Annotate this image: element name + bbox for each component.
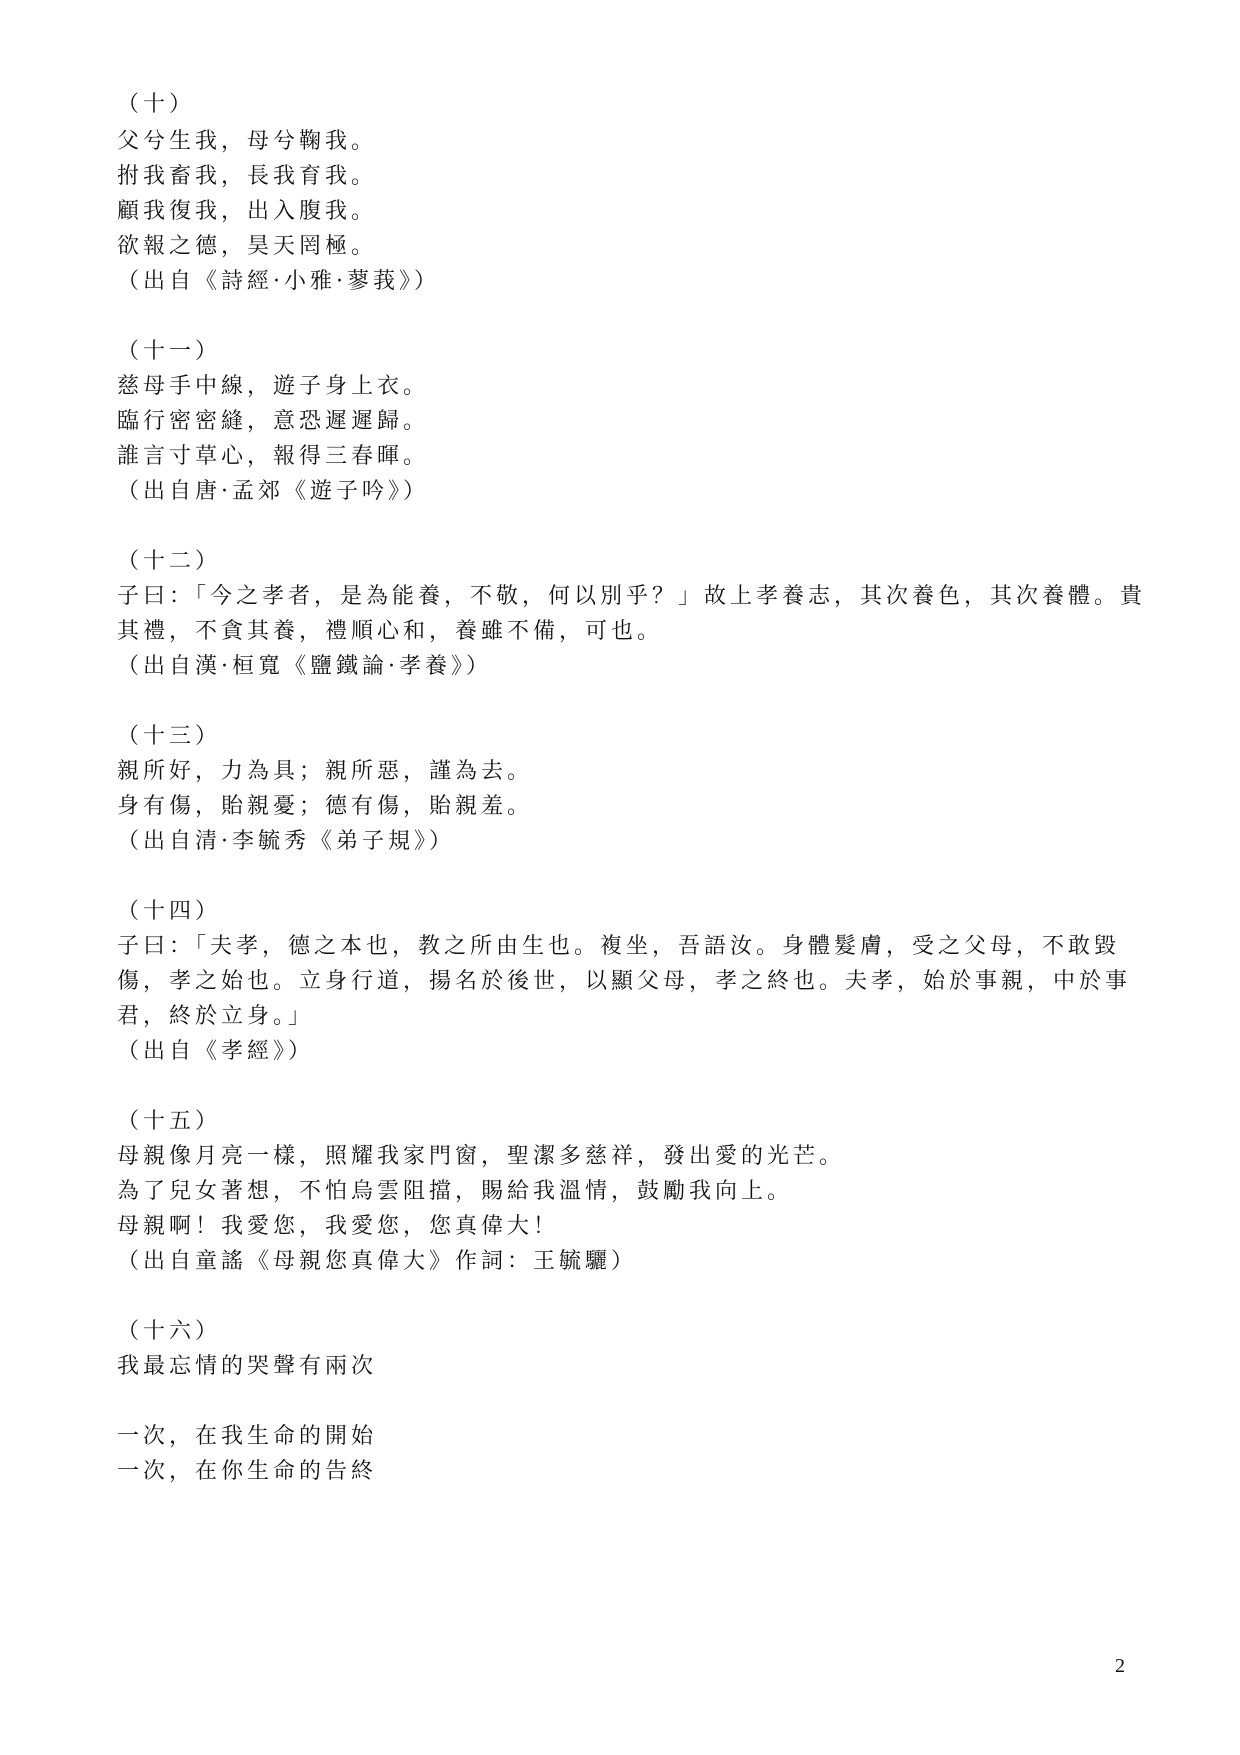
- text-line: 傷，孝之始也。立身行道，揚名於後世，以顯父母，孝之終也。夫孝，始於事親，中於事: [117, 969, 1132, 994]
- poem-line: 我最忘情的哭聲有兩次: [117, 1354, 378, 1379]
- poem-line: 臨行密密縫，意恐遲遲歸。: [117, 409, 430, 434]
- poem-line: 欲報之德，昊天罔極。: [117, 234, 378, 259]
- poem-line: 顧我復我，出入腹我。: [117, 199, 378, 224]
- source-citation: （出自《詩經·小雅·蓼莪》）: [117, 269, 440, 294]
- text-line: 其禮，不貪其養，禮順心和，養雖不備，可也。: [117, 619, 664, 644]
- lyric-line: 母親啊！我愛您，我愛您，您真偉大！: [117, 1214, 560, 1239]
- section-heading: （十三）: [117, 724, 222, 749]
- section-heading: （十一）: [117, 339, 222, 364]
- section-heading: （十四）: [117, 899, 222, 924]
- poem-line: 父兮生我，母兮鞠我。: [117, 129, 378, 154]
- source-citation: （出自童謠《母親您真偉大》作詞：王毓驪）: [117, 1249, 638, 1274]
- text-line: 身有傷，貽親憂；德有傷，貽親羞。: [117, 794, 534, 819]
- poem-line: 慈母手中線，遊子身上衣。: [117, 374, 430, 399]
- text-line: 子曰：「夫孝，德之本也，教之所由生也。複坐，吾語汝。身體髮膚，受之父母，不敢毀: [117, 934, 1121, 959]
- poem-line: 誰言寸草心，報得三春暉。: [117, 444, 430, 469]
- section-heading: （十五）: [117, 1109, 222, 1134]
- source-citation: （出自清·李毓秀《弟子規》）: [117, 829, 455, 854]
- poem-line: 拊我畜我，長我育我。: [117, 164, 378, 189]
- page-number: 2: [1115, 1655, 1125, 1677]
- text-line: 子曰：「今之孝者，是為能養，不敬，何以別乎？」故上孝養志，其次養色，其次養體。貴: [117, 584, 1147, 609]
- source-citation: （出自《孝經》）: [117, 1039, 315, 1064]
- source-citation: （出自唐·孟郊《遊子吟》）: [117, 479, 429, 504]
- section-heading: （十六）: [117, 1319, 222, 1344]
- lyric-line: 母親像月亮一樣，照耀我家門窗，聖潔多慈祥，發出愛的光芒。: [117, 1144, 846, 1169]
- text-line: 君，終於立身。」: [117, 1004, 315, 1029]
- text-line: 親所好，力為具；親所惡，謹為去。: [117, 759, 534, 784]
- lyric-line: 為了兒女著想，不怕烏雲阻擋，賜給我溫情，鼓勵我向上。: [117, 1179, 794, 1204]
- poem-line: 一次，在我生命的開始: [117, 1424, 378, 1449]
- poem-line: 一次，在你生命的告終: [117, 1459, 378, 1484]
- section-heading: （十二）: [117, 549, 222, 574]
- source-citation: （出自漢·桓寬《鹽鐵論·孝養》）: [117, 654, 492, 679]
- section-heading: （十）: [117, 92, 196, 117]
